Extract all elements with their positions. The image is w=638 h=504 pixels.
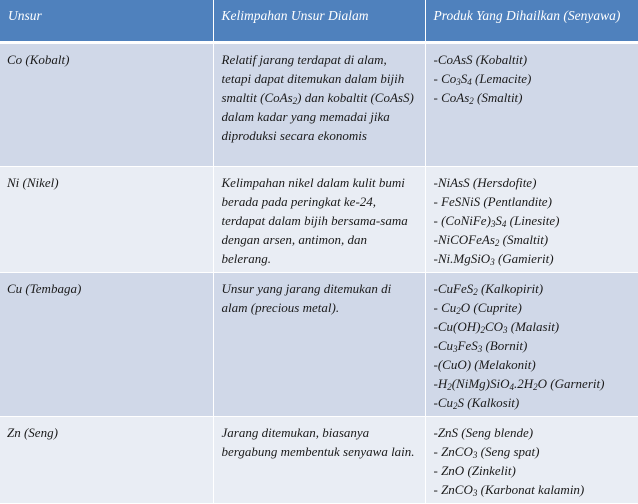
produk-item: -NiCOFeAs$_2$ (Smaltit) xyxy=(433,231,549,248)
produk-item: - ZnCO$_3$ (Karbonat kalamin) xyxy=(433,481,585,498)
table-row xyxy=(0,416,638,503)
unsur-cell: Co (Kobalt) xyxy=(0,42,213,166)
header-produk: Produk Yang Dihailkan (Senyawa) xyxy=(425,0,638,42)
unsur-cell: Cu (Tembaga) xyxy=(0,272,213,416)
table-row xyxy=(0,166,638,272)
kelimpahan-cell: Jarang ditemukan, biasanya bergabung membentuk senyawa lain. xyxy=(213,416,425,503)
produk-item: - ZnCO$_3$ (Seng spat) xyxy=(433,443,540,460)
table-row xyxy=(0,42,638,166)
produk-cell xyxy=(425,166,638,272)
produk-item: $-H_2(NiMg)SiO_4.2H_2O$ (Garnerit) xyxy=(433,375,605,392)
produk-item: -CoAsS (Kobaltit) xyxy=(433,51,528,67)
header-row xyxy=(0,0,638,42)
produk-item: - CoAs$_2$ (Smaltit) xyxy=(433,89,523,106)
produk-item: -ZnS (Seng blende) xyxy=(433,424,534,440)
header-kelimpahan: Kelimpahan Unsur Dialam xyxy=(213,0,425,42)
produk-cell xyxy=(425,272,638,416)
produk-item: -NiAsS (Hersdofite) xyxy=(433,174,537,190)
produk-item: -Ni.MgSiO$_3$ (Gamierit) xyxy=(433,250,554,267)
produk-cell xyxy=(425,42,638,166)
produk-cell xyxy=(425,416,638,503)
produk-item: $-Cu_2S$ (Kalkosit) xyxy=(433,394,520,411)
unsur-cell: Zn (Seng) xyxy=(0,416,213,503)
produk-item: -CuFeS$_2$ (Kalkopirit) xyxy=(433,280,544,297)
table-row xyxy=(0,272,638,416)
header-unsur: Unsur xyxy=(0,0,213,42)
produk-item: - FeSNiS (Pentlandite) xyxy=(433,193,552,209)
produk-item: - ZnO (Zinkelit) xyxy=(433,462,516,478)
unsur-cell: Ni (Nikel) xyxy=(0,166,213,272)
kelimpahan-cell: Kelimpahan nikel dalam kulit bumi berada pada peringkat ke-24, terdapat dalam bijih bersama-sama dengan arsen, antimon, dan belerang. xyxy=(213,166,425,272)
produk-item: $-Cu(OH)_2CO_3$ (Malasit) xyxy=(433,318,560,335)
produk-item: - $Cu_2O$ (Cuprite) xyxy=(433,299,522,316)
kelimpahan-cell: Relatif jarang terdapat di alam, tetapi dapat ditemukan dalam bijih smaltit (CoAs$_2$) dan kobaltit (CoAsS) dalam kadar yang memadai jika diproduksi secara ekonomis xyxy=(213,42,425,166)
produk-item: -(CuO) (Melakonit) xyxy=(433,356,536,372)
produk-item: - $Co_3S_4$ (Lemacite) xyxy=(433,70,532,87)
kelimpahan-cell: Unsur yang jarang ditemukan di alam (precious metal). xyxy=(213,272,425,416)
produk-item: - $(CoNiFe)_3S_4$ (Linesite) xyxy=(433,212,560,229)
produk-item: $-Cu_3FeS_3$ (Bornit) xyxy=(433,337,528,354)
